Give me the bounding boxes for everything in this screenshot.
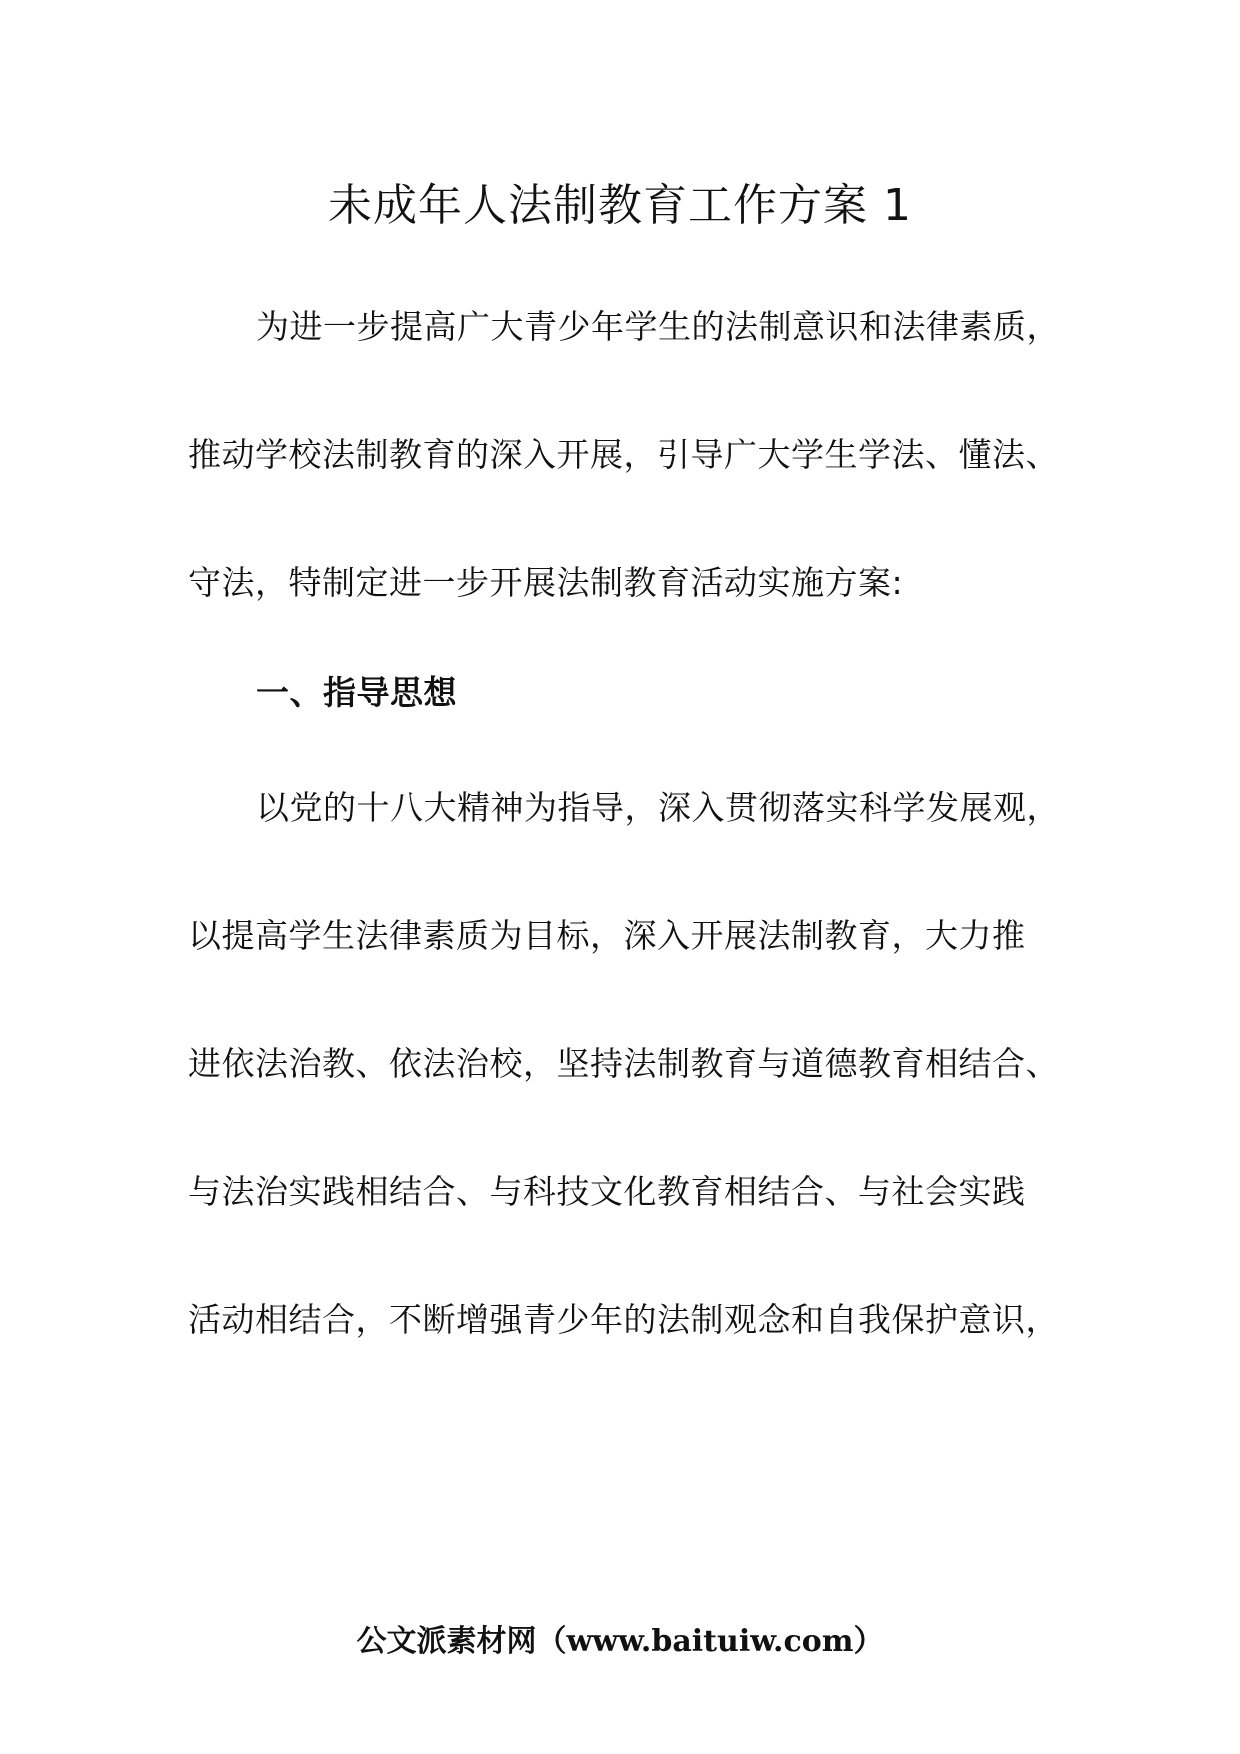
- paragraph-line-8: 活动相结合，不断增强青少年的法制观念和自我保护意识，: [188, 1300, 1059, 1339]
- paragraph-line-3: 守法，特制定进一步开展法制教育活动实施方案:: [188, 563, 904, 602]
- section-heading: 一、指导思想: [256, 673, 457, 712]
- paragraph-line-2: 推动学校法制教育的深入开展，引导广大学生学法、懂法、: [188, 435, 1059, 474]
- paragraph-line-6: 进依法治教、依法治校，坚持法制教育与道德教育相结合、: [188, 1044, 1059, 1083]
- paragraph-line-7: 与法治实践相结合、与科技文化教育相结合、与社会实践: [188, 1172, 1026, 1211]
- footer-source-text: 公文派素材网（www.baituiw.com）: [356, 1624, 884, 1659]
- paragraph-line-4: 以党的十八大精神为指导，深入贯彻落实科学发展观，: [256, 788, 1060, 827]
- document-title: 未成年人法制教育工作方案 1: [328, 180, 912, 231]
- paragraph-line-5: 以提高学生法律素质为目标，深入开展法制教育，大力推: [188, 916, 1026, 955]
- paragraph-line-1: 为进一步提高广大青少年学生的法制意识和法律素质，: [256, 307, 1060, 346]
